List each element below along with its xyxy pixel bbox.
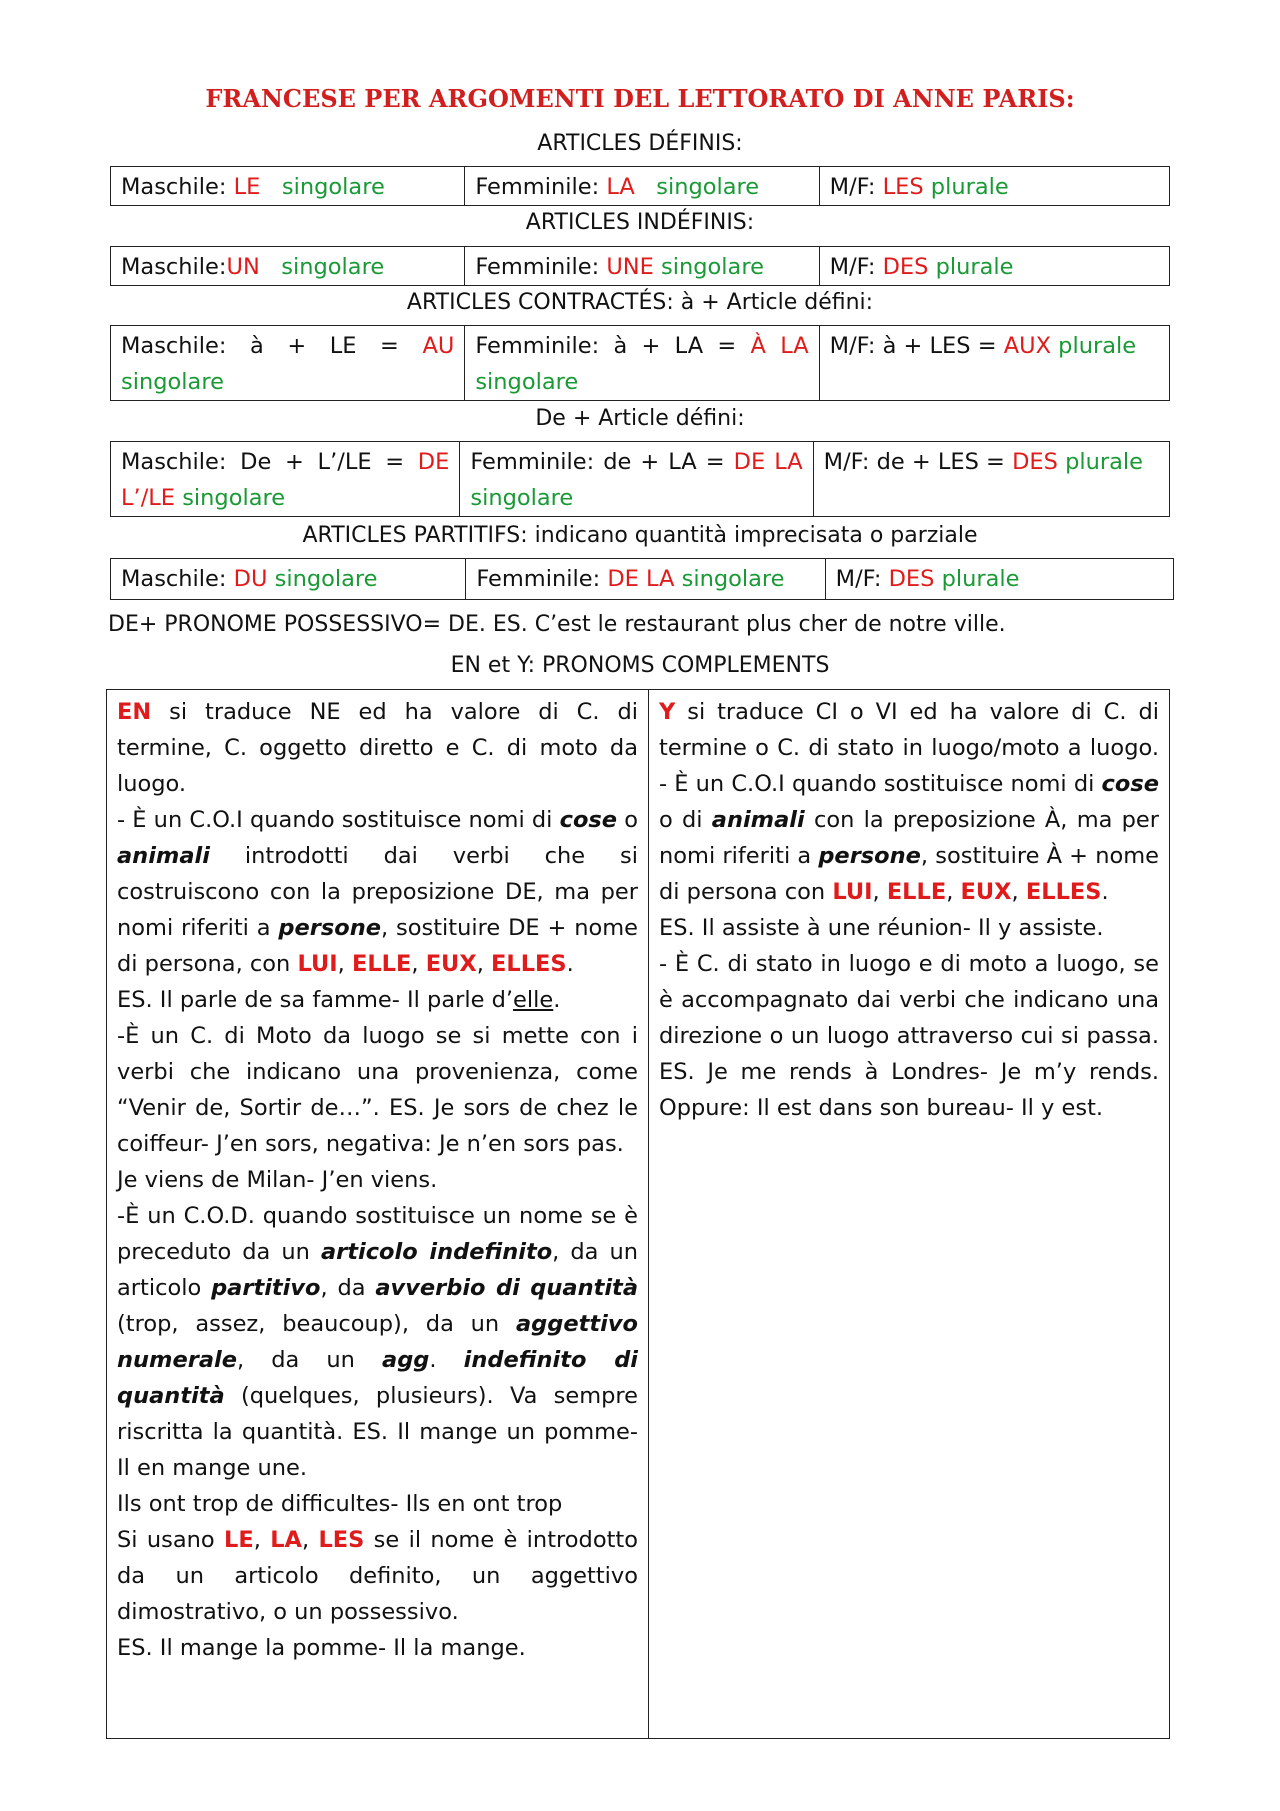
text: , sostituire DE + nome di persona, con	[117, 915, 638, 977]
cell-label: Femminile: à + LA =	[475, 333, 751, 359]
pronoun: LA	[270, 1527, 302, 1553]
emph: aggettivo numerale	[117, 1311, 638, 1373]
contractes-feminine-cell	[465, 326, 819, 400]
cell-label: M/F:	[829, 174, 883, 200]
text: , sostituire À + nome di persona con	[659, 843, 1159, 905]
text: ,	[301, 1527, 319, 1553]
cell-label: Maschile: De + L’/LE =	[121, 449, 418, 475]
de-defini-plural-cell	[814, 442, 1169, 516]
emph: persone	[278, 915, 381, 941]
y-intro	[659, 694, 1159, 910]
en-example-1	[117, 982, 638, 1018]
de-defini-heading: De + Article défini:	[535, 406, 745, 431]
de-defini-feminine-cell	[460, 442, 813, 516]
en-keyword: EN	[117, 699, 152, 725]
partitifs-masculine-cell	[111, 559, 466, 599]
text: Si usano	[117, 1527, 224, 1553]
partitifs-heading: ARTICLES PARTITIFS: indicano quantità imprecisata o parziale	[302, 523, 978, 548]
emph: animali	[117, 843, 210, 869]
emph: articolo indefinito	[320, 1239, 553, 1265]
text: - È un C.O.I quando sostituisce nomi di	[117, 807, 560, 833]
pronoun: ELLE	[351, 951, 412, 977]
number: singolare	[681, 566, 785, 592]
en-le-la-les	[117, 1522, 638, 1630]
number: singolare	[274, 566, 378, 592]
emph: animali	[711, 807, 805, 833]
article: LE	[233, 174, 261, 200]
text: .	[1101, 879, 1109, 905]
en-intro	[117, 694, 638, 802]
pronoun: EUX	[425, 951, 477, 977]
number: singolare	[281, 174, 385, 200]
article: DES	[888, 566, 935, 592]
text: -È un C.O.D. quando sostituisce un nome se è preceduto da un	[117, 1203, 638, 1265]
cell-label: M/F: à + LES =	[829, 333, 1004, 359]
text: , da	[320, 1275, 376, 1301]
article: À LA	[750, 333, 809, 359]
article: AU	[422, 333, 455, 359]
partitifs-feminine-cell	[466, 559, 825, 599]
en-column	[107, 690, 649, 1738]
text: se il nome è introdotto da un articolo definito, un aggettivo dimostrativo, o un possessivo.	[117, 1527, 638, 1625]
en-cod	[117, 1198, 638, 1486]
pronoms-heading: EN et Y: PRONOMS COMPLEMENTS	[450, 653, 830, 678]
number: singolare	[121, 369, 224, 395]
text: o di	[659, 807, 712, 833]
cell-label: M/F:	[835, 566, 889, 592]
y-column	[649, 690, 1169, 1738]
number: plurale	[941, 566, 1020, 592]
number: singolare	[656, 174, 760, 200]
en-example-3: Ils ont trop de difficultes- Ils en ont trop	[117, 1491, 563, 1517]
article: UN	[226, 254, 260, 280]
cell-label: Femminile:	[476, 566, 608, 592]
underlined: elle	[513, 987, 554, 1013]
definis-table	[110, 166, 1170, 206]
number: plurale	[1058, 333, 1137, 359]
number: plurale	[935, 254, 1014, 280]
pronoun: ELLE	[886, 879, 947, 905]
article: LA	[606, 174, 635, 200]
text: o	[617, 807, 638, 833]
cell-label: M/F:	[829, 254, 883, 280]
text: ,	[946, 879, 961, 905]
cell-label: Maschile:	[121, 566, 234, 592]
cell-label: Maschile: à + LE =	[121, 333, 423, 359]
number: singolare	[182, 485, 286, 511]
contractes-masculine-cell	[111, 326, 465, 400]
text: .	[429, 1347, 464, 1373]
article: DES	[1012, 449, 1058, 475]
en-coi	[117, 802, 638, 982]
text: introdotti dai verbi che si costruiscono con la preposizione DE, ma per nomi riferiti a	[117, 843, 638, 941]
partitifs-table	[110, 558, 1174, 600]
emph: avverbio di quantità	[375, 1275, 638, 1301]
text: ,	[411, 951, 426, 977]
definis-heading: ARTICLES DÉFINIS:	[537, 131, 743, 156]
en-moto: -È un C. di Moto da luogo se si mette con i verbi che indicano una provenienza, come “Venir de, Sortir de…”. ES. Je sors de chez le coiffeur- J’en sors, negativa: Je n’en sors pas.	[117, 1023, 638, 1157]
possessivo-line: DE+ PRONOME POSSESSIVO= DE. ES. C’est le restaurant plus cher de notre ville.	[108, 612, 1006, 637]
y-stato-luogo: - È C. di stato in luogo e di moto a luogo, se è accompagnato dai verbi che indicano una direzione o un luogo attraverso cui si passa. ES. Je me rends à Londres- Je m’y rends. Oppure: Il est dans son bureau- Il y est.	[659, 951, 1159, 1121]
contractes-plural-cell	[820, 326, 1169, 400]
cell-label: Femminile:	[475, 254, 607, 280]
text: ES. Il parle de sa famme- Il parle d’	[117, 987, 514, 1013]
text: .	[553, 987, 561, 1013]
de-defini-masculine-cell	[111, 442, 460, 516]
pronoun: LUI	[832, 879, 873, 905]
de-defini-table	[110, 441, 1170, 517]
pronoun: ELLES	[491, 951, 567, 977]
number: singolare	[470, 485, 574, 511]
text: ,	[872, 879, 887, 905]
cell-label: Maschile:	[121, 174, 234, 200]
definis-feminine-cell	[465, 167, 819, 205]
en-example-2: Je viens de Milan- J’en viens.	[117, 1167, 438, 1193]
cell-label: Maschile:	[121, 254, 227, 280]
en-example-4: ES. Il mange la pomme- Il la mange.	[117, 1635, 526, 1661]
y-keyword: Y	[659, 699, 676, 725]
article: AUX	[1003, 333, 1051, 359]
contractes-table	[110, 325, 1170, 401]
pronoun: ELLES	[1025, 879, 1102, 905]
article: DES	[882, 254, 929, 280]
definis-plural-cell	[820, 167, 1169, 205]
article: DE L’/LE	[121, 449, 450, 511]
text: ,	[476, 951, 491, 977]
text: , da un articolo	[117, 1239, 639, 1301]
text: ,	[1011, 879, 1026, 905]
pronoun: LE	[223, 1527, 254, 1553]
emph: cose	[1101, 771, 1159, 797]
text: .	[566, 951, 574, 977]
number: singolare	[661, 254, 764, 280]
text: con la preposizione À, ma per nomi riferiti a	[659, 807, 1159, 869]
text: (quelques, plusieurs). Va sempre riscritta la quantità. ES. Il mange un pomme- Il en mange une.	[117, 1383, 638, 1481]
indefinis-masculine-cell	[111, 247, 465, 285]
indefinis-heading: ARTICLES INDÉFINIS:	[525, 210, 755, 235]
text: ,	[337, 951, 352, 977]
pronoun: LUI	[297, 951, 338, 977]
emph: partitivo	[211, 1275, 321, 1301]
text: ,	[253, 1527, 271, 1553]
article: LES	[882, 174, 924, 200]
contractes-heading: ARTICLES CONTRACTÉS: à + Article défini:	[406, 290, 874, 315]
text: si traduce CI o VI ed ha valore di C. di termine o C. di stato in luogo/moto a luogo. - È un C.O.I quando sostituisce nomi di	[659, 699, 1159, 797]
article: DE LA	[607, 566, 675, 592]
pronoun: LES	[318, 1527, 365, 1553]
cell-label: Femminile:	[475, 174, 607, 200]
article: UNE	[606, 254, 654, 280]
cell-label: Femminile: de + LA =	[470, 449, 734, 475]
text: (trop, assez, beaucoup), da un	[117, 1311, 516, 1337]
y-example-1: ES. Il assiste à une réunion- Il y assiste.	[659, 915, 1104, 941]
definis-masculine-cell	[111, 167, 465, 205]
text: si traduce NE ed ha valore di C. di termine, C. oggetto diretto e C. di moto da luogo.	[117, 699, 638, 797]
indefinis-plural-cell	[820, 247, 1169, 285]
emph: persone	[818, 843, 921, 869]
number: singolare	[281, 254, 385, 280]
document-title: FRANCESE PER ARGOMENTI DEL LETTORATO DI ANNE PARIS:	[205, 84, 1075, 113]
pronoun: EUX	[960, 879, 1012, 905]
number: plurale	[1065, 449, 1143, 475]
indefinis-feminine-cell	[465, 247, 819, 285]
text: , da un	[237, 1347, 383, 1373]
partitifs-plural-cell	[826, 559, 1173, 599]
number: singolare	[475, 369, 579, 395]
article: DU	[233, 566, 268, 592]
article: DE LA	[733, 449, 803, 475]
emph: cose	[559, 807, 618, 833]
cell-label: M/F: de + LES =	[823, 449, 1013, 475]
emph: agg	[382, 1347, 430, 1373]
number: plurale	[930, 174, 1009, 200]
indefinis-table	[110, 246, 1170, 286]
pronoms-table	[106, 689, 1170, 1739]
emph: indefinito di quantità	[117, 1347, 639, 1409]
